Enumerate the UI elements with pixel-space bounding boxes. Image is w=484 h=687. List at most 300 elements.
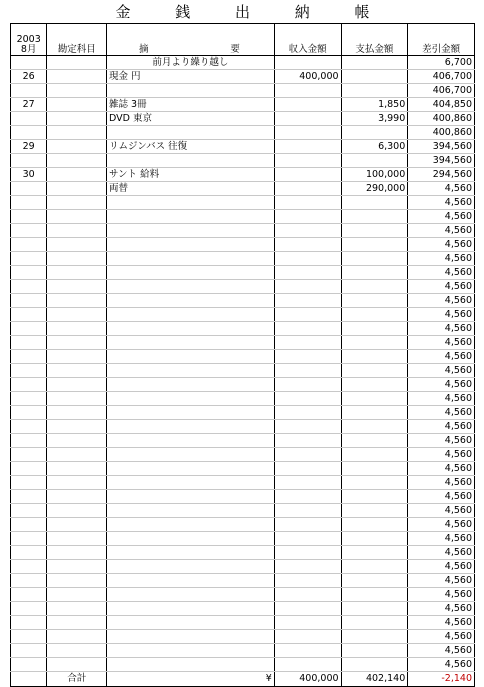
- cell-expense[interactable]: [341, 84, 408, 98]
- cell-account[interactable]: [47, 126, 107, 140]
- cell-balance[interactable]: 4,560: [408, 350, 475, 364]
- cell-date[interactable]: [11, 126, 47, 140]
- cell-account[interactable]: [47, 84, 107, 98]
- cell-account[interactable]: [47, 406, 107, 420]
- table-row: [11, 518, 475, 532]
- cell-date[interactable]: [11, 266, 47, 280]
- cell-description[interactable]: [107, 490, 275, 504]
- cell-account[interactable]: [47, 602, 107, 616]
- cell-balance[interactable]: 4,560: [408, 182, 475, 196]
- cell-date[interactable]: [11, 616, 47, 630]
- cell-description[interactable]: [107, 420, 275, 434]
- cell-account[interactable]: [47, 504, 107, 518]
- cell-account[interactable]: [47, 462, 107, 476]
- cell-balance[interactable]: 294,560: [408, 168, 475, 182]
- cell-balance[interactable]: 4,560: [408, 266, 475, 280]
- cell-account[interactable]: [47, 252, 107, 266]
- cell-expense[interactable]: 1,850: [341, 98, 408, 112]
- cell-balance[interactable]: 4,560: [408, 406, 475, 420]
- cell-balance[interactable]: 4,560: [408, 532, 475, 546]
- cell-balance[interactable]: 4,560: [408, 490, 475, 504]
- cell-expense[interactable]: [341, 630, 408, 644]
- cell-description[interactable]: [107, 616, 275, 630]
- cell-balance[interactable]: 4,560: [408, 322, 475, 336]
- cell-income[interactable]: [274, 112, 341, 126]
- header-desc-right: 要: [230, 43, 240, 55]
- cell-date[interactable]: [11, 448, 47, 462]
- cell-income[interactable]: [274, 182, 341, 196]
- cell-expense[interactable]: [341, 252, 408, 266]
- cell-income[interactable]: [274, 154, 341, 168]
- cell-date[interactable]: [11, 658, 47, 672]
- cell-account[interactable]: [47, 378, 107, 392]
- cell-date[interactable]: [11, 210, 47, 224]
- cell-balance[interactable]: 4,560: [408, 644, 475, 658]
- cell-account[interactable]: [47, 168, 107, 182]
- cell-date[interactable]: [11, 420, 47, 434]
- cell-balance[interactable]: 6,700: [408, 56, 475, 70]
- cell-description[interactable]: [107, 308, 275, 322]
- cell-account[interactable]: [47, 154, 107, 168]
- cell-balance[interactable]: 4,560: [408, 602, 475, 616]
- cell-date[interactable]: [11, 560, 47, 574]
- cell-income[interactable]: [274, 378, 341, 392]
- cell-balance[interactable]: 4,560: [408, 476, 475, 490]
- cell-date[interactable]: 27: [11, 98, 47, 112]
- cell-expense[interactable]: 3,990: [341, 112, 408, 126]
- cell-description[interactable]: [107, 336, 275, 350]
- cell-description[interactable]: サント 給料: [107, 168, 275, 182]
- cell-description[interactable]: [107, 546, 275, 560]
- cell-account[interactable]: [47, 140, 107, 154]
- table-row: [11, 420, 475, 434]
- cell-expense[interactable]: [341, 210, 408, 224]
- cell-account[interactable]: [47, 420, 107, 434]
- cell-date[interactable]: [11, 588, 47, 602]
- cell-balance[interactable]: 4,560: [408, 518, 475, 532]
- cell-balance[interactable]: 4,560: [408, 224, 475, 238]
- cash-ledger-table: [10, 23, 475, 687]
- cell-description[interactable]: [107, 476, 275, 490]
- ledger-body: [11, 24, 475, 672]
- cell-balance[interactable]: 4,560: [408, 420, 475, 434]
- cell-date[interactable]: [11, 364, 47, 378]
- cell-income[interactable]: 400,000: [274, 70, 341, 84]
- header-expense[interactable]: 支払金額: [341, 24, 408, 56]
- cell-date[interactable]: [11, 350, 47, 364]
- cell-description[interactable]: 雑誌 3冊: [107, 98, 275, 112]
- cell-description[interactable]: [107, 364, 275, 378]
- cell-income[interactable]: [274, 56, 341, 70]
- total-label[interactable]: 合計: [47, 672, 107, 687]
- cell-balance[interactable]: 400,860: [408, 112, 475, 126]
- header-date-cell[interactable]: [11, 24, 47, 56]
- total-date-cell[interactable]: [11, 672, 47, 687]
- cell-description[interactable]: [107, 392, 275, 406]
- cell-balance[interactable]: 4,560: [408, 336, 475, 350]
- cell-description[interactable]: [107, 448, 275, 462]
- table-row: [11, 308, 475, 322]
- cell-description[interactable]: [107, 84, 275, 98]
- cell-description[interactable]: [107, 350, 275, 364]
- cell-expense[interactable]: [341, 364, 408, 378]
- cell-description[interactable]: [107, 252, 275, 266]
- cell-balance[interactable]: 4,560: [408, 308, 475, 322]
- cell-income[interactable]: [274, 434, 341, 448]
- table-row: [11, 210, 475, 224]
- cell-date[interactable]: [11, 280, 47, 294]
- table-row: [11, 140, 475, 154]
- cell-expense[interactable]: [341, 392, 408, 406]
- cell-income[interactable]: [274, 294, 341, 308]
- cell-description[interactable]: [107, 294, 275, 308]
- cell-income[interactable]: [274, 476, 341, 490]
- cell-expense[interactable]: [341, 280, 408, 294]
- cell-date[interactable]: [11, 574, 47, 588]
- table-row: [11, 154, 475, 168]
- cell-expense[interactable]: [341, 294, 408, 308]
- cell-income[interactable]: [274, 448, 341, 462]
- cell-account[interactable]: [47, 588, 107, 602]
- cell-account[interactable]: [47, 392, 107, 406]
- cell-balance[interactable]: 4,560: [408, 616, 475, 630]
- table-row: [11, 574, 475, 588]
- cell-expense[interactable]: [341, 196, 408, 210]
- cell-expense[interactable]: [341, 560, 408, 574]
- cell-date[interactable]: [11, 336, 47, 350]
- cell-date[interactable]: [11, 406, 47, 420]
- cell-date[interactable]: [11, 630, 47, 644]
- cell-expense[interactable]: [341, 336, 408, 350]
- cell-expense[interactable]: [341, 308, 408, 322]
- cell-date[interactable]: [11, 224, 47, 238]
- cell-expense[interactable]: [341, 504, 408, 518]
- cell-account[interactable]: [47, 532, 107, 546]
- cell-description[interactable]: 現金 円: [107, 70, 275, 84]
- cell-account[interactable]: [47, 434, 107, 448]
- cell-expense[interactable]: [341, 434, 408, 448]
- cell-date[interactable]: [11, 434, 47, 448]
- cell-account[interactable]: [47, 112, 107, 126]
- cell-description[interactable]: [107, 224, 275, 238]
- cell-income[interactable]: [274, 84, 341, 98]
- cell-account[interactable]: [47, 266, 107, 280]
- cell-income[interactable]: [274, 546, 341, 560]
- table-row: [11, 266, 475, 280]
- cell-expense[interactable]: [341, 420, 408, 434]
- table-row: [11, 84, 475, 98]
- cell-date[interactable]: [11, 490, 47, 504]
- cell-account[interactable]: [47, 308, 107, 322]
- cell-account[interactable]: [47, 280, 107, 294]
- cell-description[interactable]: [107, 266, 275, 280]
- cell-date[interactable]: [11, 532, 47, 546]
- total-income[interactable]: 400,000: [274, 672, 341, 687]
- cell-expense[interactable]: [341, 322, 408, 336]
- cell-description[interactable]: DVD 東京: [107, 112, 275, 126]
- cell-balance[interactable]: 4,560: [408, 210, 475, 224]
- cell-account[interactable]: [47, 238, 107, 252]
- cell-balance[interactable]: 4,560: [408, 378, 475, 392]
- cell-expense[interactable]: [341, 658, 408, 672]
- table-row: [11, 112, 475, 126]
- cell-income[interactable]: [274, 364, 341, 378]
- cell-date[interactable]: [11, 602, 47, 616]
- cell-expense[interactable]: [341, 350, 408, 364]
- header-account[interactable]: 勘定科目: [47, 24, 107, 56]
- cell-income[interactable]: [274, 602, 341, 616]
- cell-date[interactable]: [11, 476, 47, 490]
- cell-income[interactable]: [274, 532, 341, 546]
- cell-balance[interactable]: 4,560: [408, 658, 475, 672]
- cell-date[interactable]: [11, 378, 47, 392]
- cell-account[interactable]: [47, 224, 107, 238]
- cell-income[interactable]: [274, 588, 341, 602]
- cell-account[interactable]: [47, 658, 107, 672]
- cell-income[interactable]: [274, 266, 341, 280]
- table-row: [11, 70, 475, 84]
- cell-account[interactable]: [47, 476, 107, 490]
- cell-description[interactable]: [107, 280, 275, 294]
- cell-expense[interactable]: [341, 490, 408, 504]
- cell-expense[interactable]: [341, 224, 408, 238]
- cell-description[interactable]: [107, 196, 275, 210]
- cell-balance[interactable]: 4,560: [408, 238, 475, 252]
- cell-description[interactable]: リムジンバス 往復: [107, 140, 275, 154]
- header-desc-left: 摘: [139, 43, 149, 55]
- cell-expense[interactable]: [341, 532, 408, 546]
- cell-description[interactable]: [107, 210, 275, 224]
- cell-description[interactable]: 前月より繰り越し: [107, 56, 275, 70]
- cell-account[interactable]: [47, 546, 107, 560]
- cell-expense[interactable]: [341, 126, 408, 140]
- cell-account[interactable]: [47, 294, 107, 308]
- cell-balance[interactable]: 4,560: [408, 504, 475, 518]
- cell-balance[interactable]: 394,560: [408, 154, 475, 168]
- cell-income[interactable]: [274, 336, 341, 350]
- cell-income[interactable]: [274, 280, 341, 294]
- cell-account[interactable]: [47, 630, 107, 644]
- cell-account[interactable]: [47, 210, 107, 224]
- table-row: [11, 168, 475, 182]
- cell-account[interactable]: [47, 322, 107, 336]
- cell-date[interactable]: [11, 84, 47, 98]
- cell-expense[interactable]: [341, 546, 408, 560]
- cell-income[interactable]: [274, 406, 341, 420]
- cell-expense[interactable]: 6,300: [341, 140, 408, 154]
- cell-expense[interactable]: [341, 462, 408, 476]
- cell-date[interactable]: 29: [11, 140, 47, 154]
- cell-income[interactable]: [274, 462, 341, 476]
- cell-balance[interactable]: 4,560: [408, 546, 475, 560]
- cell-account[interactable]: [47, 560, 107, 574]
- cell-income[interactable]: [274, 616, 341, 630]
- table-row: [11, 364, 475, 378]
- table-row: [11, 546, 475, 560]
- cell-income[interactable]: [274, 140, 341, 154]
- table-row: [11, 126, 475, 140]
- cell-income[interactable]: [274, 518, 341, 532]
- cell-income[interactable]: [274, 420, 341, 434]
- cell-balance[interactable]: 4,560: [408, 434, 475, 448]
- cell-expense[interactable]: [341, 406, 408, 420]
- cell-income[interactable]: [274, 238, 341, 252]
- cell-description[interactable]: [107, 434, 275, 448]
- cell-expense[interactable]: [341, 602, 408, 616]
- cell-expense[interactable]: [341, 476, 408, 490]
- cell-date[interactable]: [11, 252, 47, 266]
- cell-date[interactable]: [11, 322, 47, 336]
- cell-description[interactable]: [107, 532, 275, 546]
- cell-balance[interactable]: 4,560: [408, 196, 475, 210]
- table-row: [11, 616, 475, 630]
- cell-description[interactable]: [107, 630, 275, 644]
- cell-date[interactable]: [11, 462, 47, 476]
- cell-date[interactable]: [11, 196, 47, 210]
- cell-description[interactable]: [107, 462, 275, 476]
- cell-account[interactable]: [47, 182, 107, 196]
- cell-balance[interactable]: 4,560: [408, 392, 475, 406]
- cell-account[interactable]: [47, 56, 107, 70]
- cell-income[interactable]: [274, 350, 341, 364]
- cell-income[interactable]: [274, 322, 341, 336]
- table-row: [11, 462, 475, 476]
- cell-income[interactable]: [274, 392, 341, 406]
- cell-income[interactable]: [274, 630, 341, 644]
- cell-account[interactable]: [47, 574, 107, 588]
- cell-expense[interactable]: [341, 154, 408, 168]
- cell-expense[interactable]: 100,000: [341, 168, 408, 182]
- cell-description[interactable]: [107, 504, 275, 518]
- table-row: [11, 294, 475, 308]
- cell-description[interactable]: [107, 406, 275, 420]
- cell-balance[interactable]: 4,560: [408, 630, 475, 644]
- cell-account[interactable]: [47, 350, 107, 364]
- cell-income[interactable]: [274, 658, 341, 672]
- cell-expense[interactable]: [341, 588, 408, 602]
- cell-account[interactable]: [47, 336, 107, 350]
- header-description-cell[interactable]: [107, 24, 275, 56]
- cell-balance[interactable]: 4,560: [408, 364, 475, 378]
- cell-expense[interactable]: [341, 266, 408, 280]
- cell-description[interactable]: [107, 378, 275, 392]
- cell-income[interactable]: [274, 308, 341, 322]
- cell-balance[interactable]: 400,860: [408, 126, 475, 140]
- cell-description[interactable]: [107, 602, 275, 616]
- cell-income[interactable]: [274, 504, 341, 518]
- cell-description[interactable]: [107, 126, 275, 140]
- cell-description[interactable]: [107, 588, 275, 602]
- cell-balance[interactable]: 4,560: [408, 588, 475, 602]
- cell-description[interactable]: [107, 154, 275, 168]
- table-row: [11, 378, 475, 392]
- cell-expense[interactable]: [341, 378, 408, 392]
- cell-date[interactable]: [11, 308, 47, 322]
- cell-expense[interactable]: [341, 448, 408, 462]
- cell-description[interactable]: [107, 518, 275, 532]
- total-currency[interactable]: ¥: [107, 672, 275, 687]
- cell-expense[interactable]: [341, 574, 408, 588]
- cell-description[interactable]: [107, 658, 275, 672]
- cell-expense[interactable]: 290,000: [341, 182, 408, 196]
- cell-income[interactable]: [274, 560, 341, 574]
- cell-balance[interactable]: 4,560: [408, 448, 475, 462]
- cell-expense[interactable]: [341, 70, 408, 84]
- cell-date[interactable]: [11, 112, 47, 126]
- table-row: [11, 476, 475, 490]
- cell-balance[interactable]: 4,560: [408, 252, 475, 266]
- cell-balance[interactable]: 406,700: [408, 84, 475, 98]
- table-row: [11, 588, 475, 602]
- total-balance[interactable]: -2,140: [408, 672, 475, 687]
- cell-balance[interactable]: 404,850: [408, 98, 475, 112]
- cell-account[interactable]: [47, 448, 107, 462]
- cell-income[interactable]: [274, 196, 341, 210]
- cell-description[interactable]: [107, 238, 275, 252]
- cell-account[interactable]: [47, 196, 107, 210]
- cell-income[interactable]: [274, 126, 341, 140]
- cell-income[interactable]: [274, 210, 341, 224]
- cell-balance[interactable]: 4,560: [408, 280, 475, 294]
- cell-expense[interactable]: [341, 616, 408, 630]
- cell-income[interactable]: [274, 490, 341, 504]
- cell-balance[interactable]: 4,560: [408, 574, 475, 588]
- cell-balance[interactable]: 4,560: [408, 560, 475, 574]
- cell-description[interactable]: [107, 322, 275, 336]
- cell-income[interactable]: [274, 98, 341, 112]
- cell-date[interactable]: 26: [11, 70, 47, 84]
- cell-date[interactable]: [11, 294, 47, 308]
- header-year: 2003: [16, 34, 41, 45]
- cell-income[interactable]: [274, 168, 341, 182]
- cell-description[interactable]: [107, 560, 275, 574]
- cell-account[interactable]: [47, 364, 107, 378]
- cell-date[interactable]: 30: [11, 168, 47, 182]
- cell-balance[interactable]: 394,560: [408, 140, 475, 154]
- cell-balance[interactable]: 406,700: [408, 70, 475, 84]
- cell-date[interactable]: [11, 182, 47, 196]
- cell-date[interactable]: [11, 392, 47, 406]
- cell-income[interactable]: [274, 224, 341, 238]
- title-row: [10, 0, 475, 22]
- cell-expense[interactable]: [341, 56, 408, 70]
- cell-description[interactable]: 両替: [107, 182, 275, 196]
- cell-date[interactable]: [11, 504, 47, 518]
- cell-balance[interactable]: 4,560: [408, 462, 475, 476]
- cell-income[interactable]: [274, 252, 341, 266]
- cell-expense[interactable]: [341, 238, 408, 252]
- cell-balance[interactable]: 4,560: [408, 294, 475, 308]
- table-row: [11, 448, 475, 462]
- cell-date[interactable]: [11, 56, 47, 70]
- cell-date[interactable]: [11, 238, 47, 252]
- cell-date[interactable]: [11, 518, 47, 532]
- cell-income[interactable]: [274, 574, 341, 588]
- cell-account[interactable]: [47, 616, 107, 630]
- cell-date[interactable]: [11, 154, 47, 168]
- cell-account[interactable]: [47, 98, 107, 112]
- cell-description[interactable]: [107, 574, 275, 588]
- cell-account[interactable]: [47, 70, 107, 84]
- header-balance[interactable]: 差引金額: [408, 24, 475, 56]
- cell-expense[interactable]: [341, 518, 408, 532]
- header-income[interactable]: 収入金額: [274, 24, 341, 56]
- cell-account[interactable]: [47, 490, 107, 504]
- cell-account[interactable]: [47, 518, 107, 532]
- cell-date[interactable]: [11, 546, 47, 560]
- total-expense[interactable]: 402,140: [341, 672, 408, 687]
- table-row: [11, 602, 475, 616]
